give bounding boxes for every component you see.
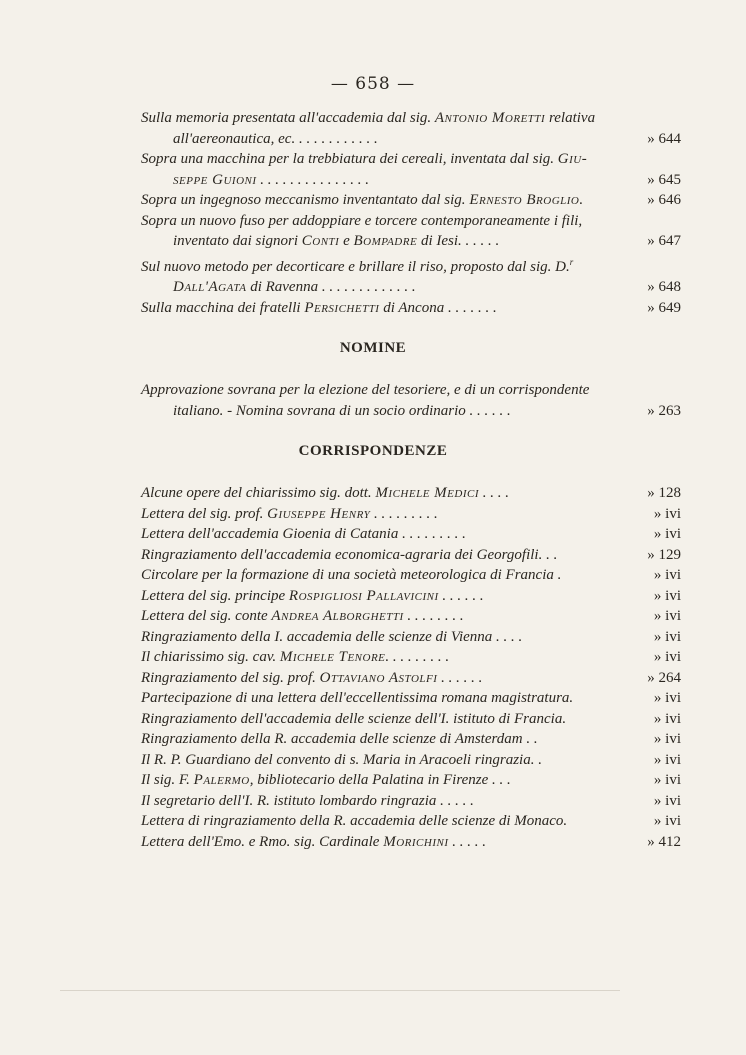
page-ref: » ivi xyxy=(653,649,681,665)
entry-text: Approvazione sovrana per la elezione del tesoriere, e di un corrispondente xyxy=(141,382,590,398)
entry-text: Il sig. F. xyxy=(141,772,194,788)
page-ref: » ivi xyxy=(653,772,681,788)
entry-text: Lettera del sig. prof. xyxy=(141,505,268,522)
page-ref: » 647 xyxy=(647,233,681,249)
list-item xyxy=(141,770,681,791)
section-heading-corrispondenze: CORRISPONDENZE xyxy=(298,443,448,459)
page-ref: » ivi xyxy=(653,751,681,768)
page-ref: » 128 xyxy=(647,485,681,501)
list-item xyxy=(141,668,681,689)
page-ref: » ivi xyxy=(653,731,681,747)
divider xyxy=(60,990,620,991)
page-ref: » ivi xyxy=(653,587,681,604)
entry-text: di Ancona . . . . . . . xyxy=(379,299,497,316)
entry-name: Morichini xyxy=(383,833,449,850)
list-item xyxy=(141,729,681,750)
list-item xyxy=(141,791,681,812)
entry-name: Conti xyxy=(301,233,340,249)
entry-text: inventato dai signori xyxy=(173,233,302,249)
entry-text: . . . . . . . . . . . . . . . xyxy=(256,171,370,188)
page-ref: » 648 xyxy=(647,279,681,295)
entry-text: di Iesi. . . . . . xyxy=(417,233,500,249)
entry-text: Sulla macchina dei fratelli xyxy=(141,299,305,316)
entry-text: . . . . . . xyxy=(437,669,483,686)
entry-text: . . . . . xyxy=(448,833,486,850)
list-item xyxy=(141,108,681,149)
entry-text: Circolare per la formazione di una società meteorologica di Francia . xyxy=(141,567,562,583)
entry-text: Alcune opere del chiarissimo sig. dott. xyxy=(141,485,376,501)
page-ref: » ivi xyxy=(653,526,681,542)
page-ref: » ivi xyxy=(653,813,681,829)
list-item xyxy=(141,709,681,730)
entry-text: Lettera dell'accademia Gioenia di Catania . . . . . . . . . xyxy=(141,526,466,542)
list-item xyxy=(141,647,681,668)
entry-text: Lettera di ringraziamento della R. accademia delle scienze di Monaco. xyxy=(141,813,568,829)
list-item xyxy=(141,545,681,566)
list-item xyxy=(141,811,681,832)
entry-name: Giuseppe Henry xyxy=(267,505,371,522)
entry-text: r xyxy=(569,256,574,267)
entry-text: . . . . xyxy=(479,485,509,501)
entry-text: Sopra un ingegnoso meccanismo inventantato dal sig. xyxy=(141,192,470,208)
entry-name: Rospigliosi Pallavicini xyxy=(288,587,439,604)
entry-text: Il segretario dell'I. R. istituto lombardo ringrazia . . . . . xyxy=(141,792,474,809)
entry-name: Dall'Agata xyxy=(173,279,247,295)
page-number: — 658 — xyxy=(330,74,416,94)
list-item xyxy=(141,750,681,771)
list-item xyxy=(141,252,681,298)
list-item xyxy=(141,380,681,421)
page-ref: » ivi xyxy=(653,628,681,645)
entry-name: Michele Medici xyxy=(375,485,479,501)
entry-name: Antonio Moretti xyxy=(434,110,546,126)
list-item xyxy=(141,298,681,319)
list-item xyxy=(141,832,681,853)
page-ref: » 649 xyxy=(647,299,681,316)
page-ref: » 644 xyxy=(647,130,681,147)
entry-name: Giu- xyxy=(557,151,588,167)
entry-text: Lettera del sig. principe xyxy=(141,587,289,604)
list-item xyxy=(141,483,681,504)
entry-text: italiano. - Nomina sovrana di un socio ordinario . . . . . . xyxy=(173,402,511,419)
entry-text: Sulla memoria presentata all'accademia dal sig. xyxy=(141,110,435,126)
list-item xyxy=(141,504,681,525)
entry-text: e xyxy=(339,233,354,249)
page-ref: » ivi xyxy=(653,710,681,727)
list-item xyxy=(141,190,681,211)
entry-text: all'aereonautica, ec. . . . . . . . . . . . xyxy=(173,130,378,147)
entry-text: Sul nuovo metodo per decorticare e brillare il riso, proposto dal sig. D. xyxy=(141,258,570,275)
entry-text: . . . . . . . . . xyxy=(385,649,450,665)
index-section-nomine xyxy=(141,380,681,421)
page-ref: » 646 xyxy=(647,192,681,208)
list-item xyxy=(141,627,681,648)
list-item xyxy=(141,211,681,252)
entry-text: . . . . . . . . . xyxy=(370,505,438,522)
list-item xyxy=(141,688,681,709)
entry-text: Sopra un nuovo fuso per addoppiare e torcere contemporaneamente i fili, xyxy=(141,212,583,229)
entry-text: Ringraziamento della R. accademia delle scienze di Amsterdam . . xyxy=(141,731,538,747)
entry-text: Ringraziamento della I. accademia delle scienze di Vienna . . . . xyxy=(141,628,523,645)
entry-text: Ringraziamento del sig. prof. xyxy=(141,669,320,686)
entry-name: Ottaviano Astolfi xyxy=(319,669,438,686)
index-section-corrispondenze xyxy=(141,483,681,852)
list-item xyxy=(141,524,681,545)
entry-text: , bibliotecario della Palatina in Firenze . . . xyxy=(249,772,511,788)
entry-name: Bompadre xyxy=(353,233,418,249)
entry-text: . . . . . . xyxy=(438,587,484,604)
entry-text: Il chiarissimo sig. cav. xyxy=(141,649,280,665)
section-heading-nomine: NOMINE xyxy=(339,340,407,356)
page-ref: » ivi xyxy=(653,608,681,624)
entry-name: Palermo xyxy=(193,772,250,788)
entry-text: Il R. P. Guardiano del convento di s. Maria in Aracoeli ringrazia. . xyxy=(141,751,542,768)
page-ref: » 129 xyxy=(647,546,681,563)
page-ref: » 264 xyxy=(647,669,681,686)
list-item xyxy=(141,565,681,586)
page-ref: » 645 xyxy=(647,171,681,188)
entry-text: relativa xyxy=(545,110,596,126)
list-item xyxy=(141,149,681,190)
list-item xyxy=(141,606,681,627)
page-ref: » ivi xyxy=(653,690,681,706)
entry-text: Lettera del sig. conte xyxy=(141,608,272,624)
index-section-top xyxy=(141,108,681,318)
list-item xyxy=(141,586,681,607)
entry-name: Ernesto Broglio. xyxy=(469,192,584,208)
entry-text: Lettera dell'Emo. e Rmo. sig. Cardinale xyxy=(141,833,384,850)
entry-name: seppe Guioni xyxy=(173,171,257,188)
page-ref: » ivi xyxy=(653,792,681,809)
entry-name: Andrea Alborghetti xyxy=(271,608,404,624)
entry-name: Michele Tenore xyxy=(279,649,386,665)
entry-text: Partecipazione di una lettera dell'eccellentissima romana magistratura. xyxy=(141,690,574,706)
entry-text: Ringraziamento dell'accademia delle scienze dell'I. istituto di Francia. xyxy=(141,710,567,727)
page-ref: » 263 xyxy=(647,402,681,419)
page-ref: » ivi xyxy=(653,567,681,583)
entry-name: Persichetti xyxy=(304,299,380,316)
entry-text: . . . . . . . . xyxy=(403,608,464,624)
entry-text: Ringraziamento dell'accademia economica-agraria dei Georgofili. . . xyxy=(141,546,558,563)
page-ref: » ivi xyxy=(653,505,681,522)
entry-text: Sopra una macchina per la trebbiatura dei cereali, inventata dal sig. xyxy=(141,151,558,167)
entry-text: di Ravenna . . . . . . . . . . . . . xyxy=(246,279,416,295)
page-ref: » 412 xyxy=(647,833,681,850)
